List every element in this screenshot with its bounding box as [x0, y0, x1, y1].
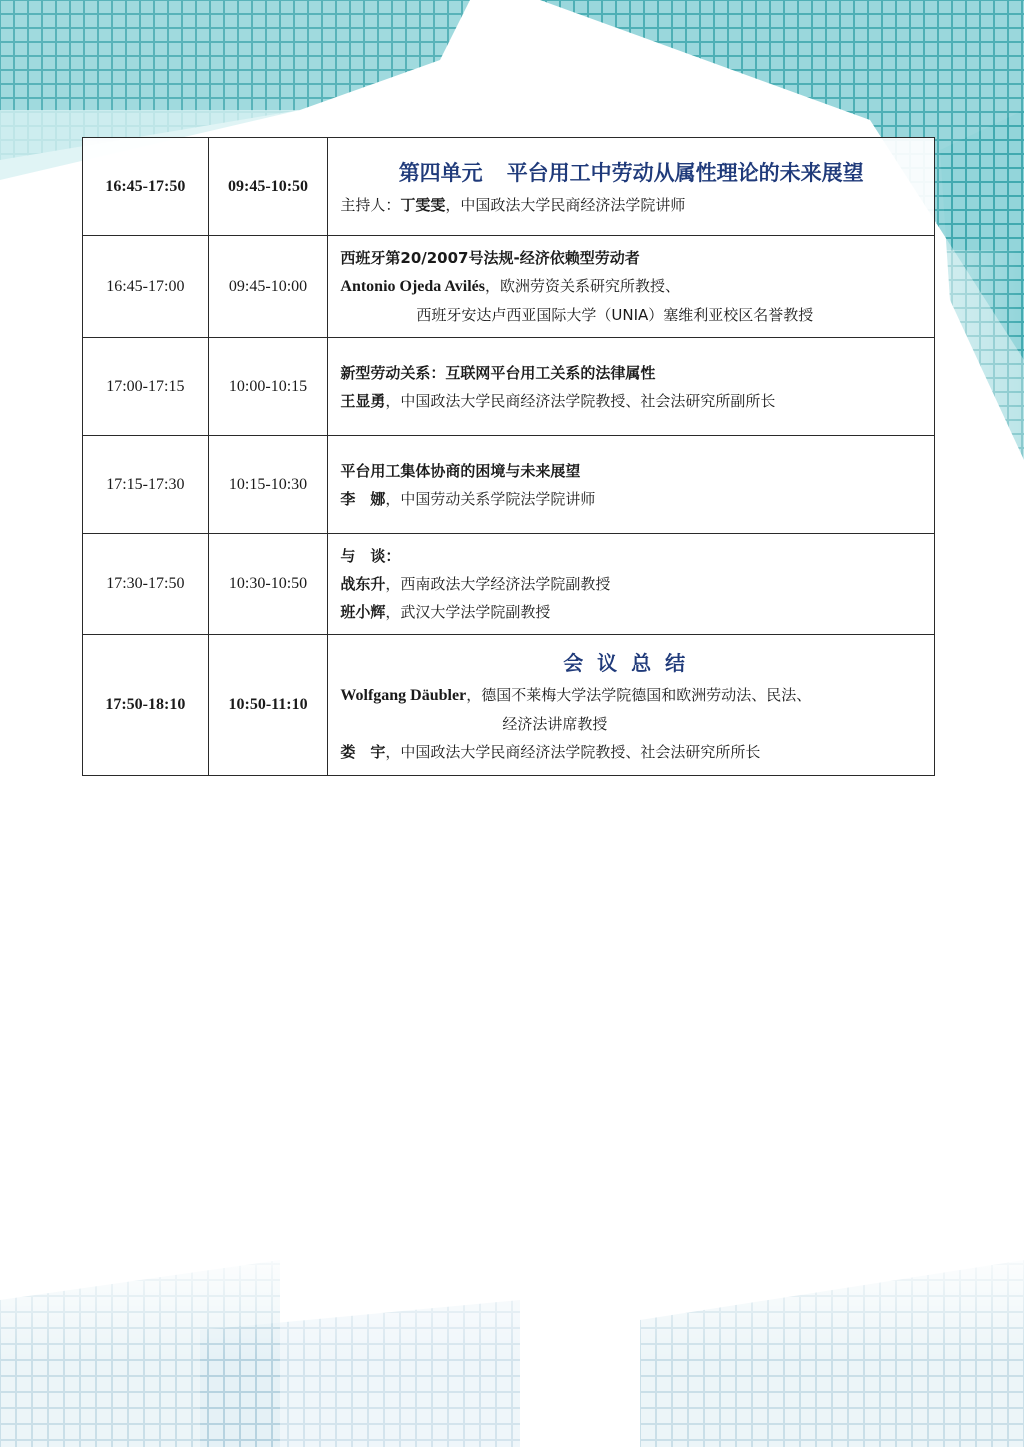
host-affiliation: ，中国政法大学民商经济法学院讲师 [445, 195, 686, 214]
schedule-table [82, 137, 935, 776]
table-row [83, 138, 935, 236]
table-row [83, 236, 935, 338]
time-remote: 09:45-10:50 [208, 138, 328, 236]
session-cell [328, 436, 935, 534]
speaker-name: 班小辉 [340, 603, 386, 621]
host-name: 丁雯雯 [400, 195, 446, 214]
talk-title: 平台用工集体协商的困境与未来展望 [340, 461, 581, 480]
speaker-line [340, 570, 922, 598]
session-cell [328, 236, 935, 338]
discussion-label: 与 谈： [340, 547, 401, 565]
speaker-line [340, 485, 922, 513]
speaker-line [340, 598, 922, 626]
session-cell [328, 138, 935, 236]
time-local: 17:50-18:10 [83, 635, 209, 776]
speaker-name: 战东升 [340, 575, 386, 593]
summary-title: 会议总结 [563, 650, 700, 675]
speaker-name: 娄 宇 [340, 742, 386, 761]
table-row [83, 635, 935, 776]
unit-label: 第四单元 [398, 160, 483, 185]
time-remote: 09:45-10:00 [208, 236, 328, 338]
speaker-line [340, 738, 922, 766]
time-remote: 10:30-10:50 [208, 534, 328, 635]
unit-heading [340, 155, 922, 191]
host-label: 主持人： [340, 195, 401, 214]
time-local: 17:00-17:15 [83, 338, 209, 436]
session-cell [328, 534, 935, 635]
time-remote: 10:50-11:10 [208, 635, 328, 776]
table-row [83, 338, 935, 436]
time-local: 16:45-17:00 [83, 236, 209, 338]
session-cell [328, 338, 935, 436]
speaker-name: Antonio Ojeda Avilés [340, 278, 485, 295]
speaker-affiliation: ，中国政法大学民商经济法学院教授、社会法研究所所长 [385, 742, 761, 761]
speaker-affiliation: ，中国劳动关系学院法学院讲师 [385, 489, 596, 508]
speaker-name: 李 娜 [340, 489, 386, 508]
table-row [83, 436, 935, 534]
speaker-line [340, 387, 922, 415]
speaker-name: 王显勇 [340, 391, 386, 410]
speaker-line [340, 681, 922, 710]
speaker-affiliation: ，中国政法大学民商经济法学院教授、社会法研究所副所长 [385, 391, 776, 410]
speaker-affiliation: ，武汉大学法学院副教授 [385, 603, 551, 621]
speaker-affiliation-2: 经济法讲席教授 [502, 714, 608, 733]
time-remote: 10:15-10:30 [208, 436, 328, 534]
talk-title: 西班牙第20/2007号法规-经济依赖型劳动者 [340, 249, 640, 267]
speaker-affiliation-2: 西班牙安达卢西亚国际大学（UNIA）塞维利亚校区名誉教授 [416, 306, 814, 324]
session-cell [328, 635, 935, 776]
table-row [83, 534, 935, 635]
talk-title: 新型劳动关系：互联网平台用工关系的法律属性 [340, 363, 656, 382]
speaker-affiliation: ，西南政法大学经济法学院副教授 [385, 575, 611, 593]
time-local: 16:45-17:50 [83, 138, 209, 236]
speaker-affiliation: ，欧洲劳资关系研究所教授、 [485, 277, 681, 295]
host-line [340, 191, 922, 219]
speaker-line [340, 272, 922, 301]
time-remote: 10:00-10:15 [208, 338, 328, 436]
unit-title: 平台用工中劳动从属性理论的未来展望 [506, 160, 864, 185]
time-local: 17:30-17:50 [83, 534, 209, 635]
speaker-name: Wolfgang Däubler [340, 686, 467, 704]
speaker-affiliation: ，德国不莱梅大学法学院德国和欧洲劳动法、民法、 [466, 685, 812, 704]
time-local: 17:15-17:30 [83, 436, 209, 534]
